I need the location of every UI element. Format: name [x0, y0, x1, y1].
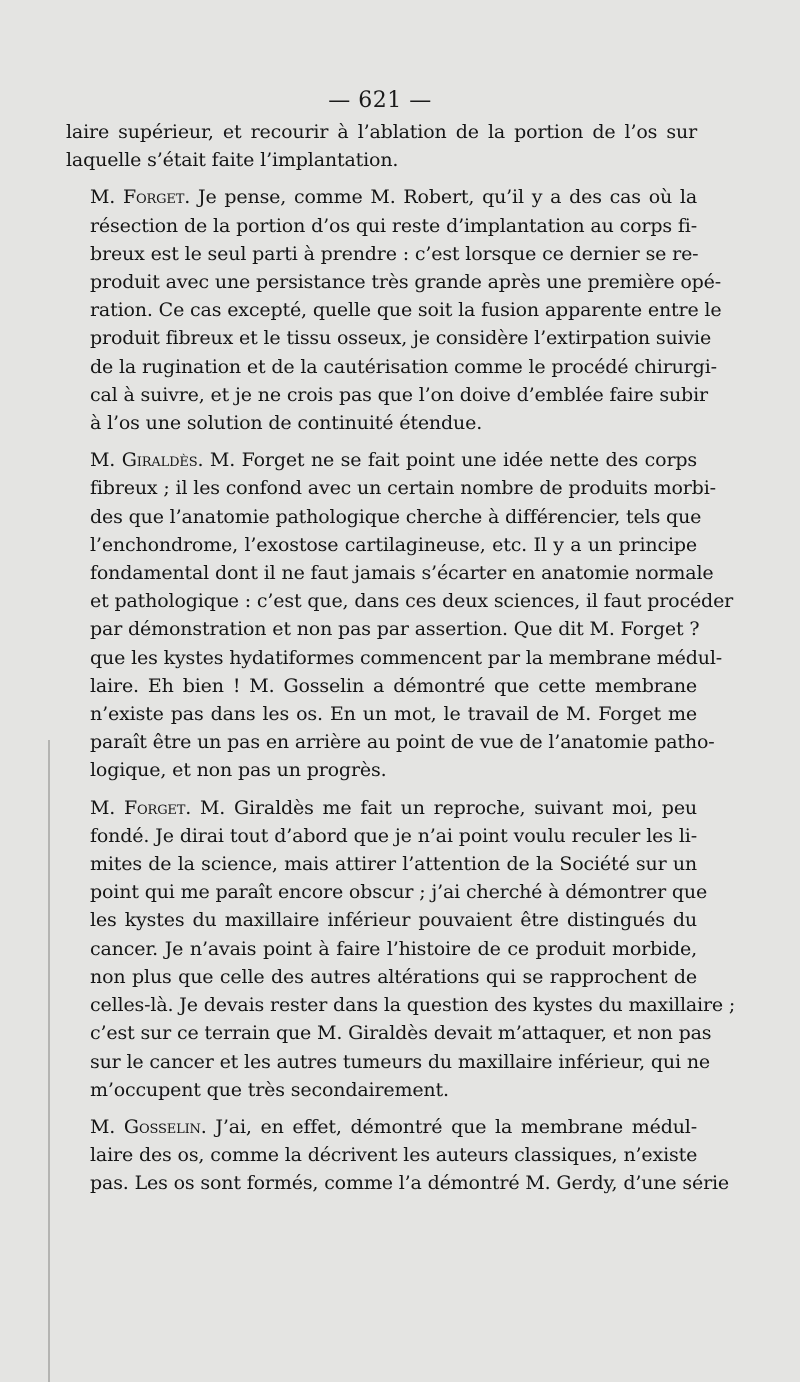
text-line: logique, et non pas un progrès. — [90, 759, 387, 782]
text-line: produit fibreux et le tissu osseux, je considère l’extirpation suivie — [90, 327, 712, 350]
text-line: m’occupent que très secondairement. — [90, 1078, 449, 1101]
text-line: des que l’anatomie pathologique cherche à différencier, tels que — [90, 505, 702, 528]
text-line: paraît être un pas en arrière au point de vue de l’anatomie patho- — [90, 731, 715, 754]
text-line: mites de la science, mais attirer l’attention de la Société sur un — [90, 853, 697, 876]
text-line: laire supérieur, et recourir à l’ablation de la portion de l’os sur — [66, 121, 697, 143]
text-line: cal à suivre, et je ne crois pas que l’on doive d’emblée faire subir — [90, 383, 708, 406]
text-line: laire. Eh bien ! M. Gosselin a démontré que cette membrane — [90, 674, 697, 697]
speaker-name: M. Forget. — [90, 186, 191, 209]
text-line: fondé. Je dirai tout d’abord que je n’ai point voulu reculer les li- — [90, 824, 697, 847]
text-line: résection de la portion d’os qui reste d’implantation au corps fi- — [90, 214, 697, 237]
page-number: — 621 — — [328, 88, 432, 113]
text-line: fibreux ; il les confond avec un certain nombre de produits morbi- — [90, 477, 716, 500]
paragraph-2 — [66, 183, 722, 437]
text-line: produit avec une persistance très grande après une première opé- — [90, 271, 722, 294]
text-line: à l’os une solution de continuité étendue. — [90, 412, 483, 435]
text-line: que les kystes hydatiformes commencent par la membrane médul- — [90, 646, 723, 669]
text-line: par démonstration et non pas par assertion. Que dit M. Forget ? — [90, 618, 700, 641]
text-line: les kystes du maxillaire inférieur pouvaient être distingués du — [90, 909, 697, 932]
text-line: M. Gosselin. J’ai, en effet, démontré que la membrane médul- — [90, 1115, 698, 1138]
paragraph-5 — [66, 1113, 730, 1198]
text-line: sur le cancer et les autres tumeurs du maxillaire inférieur, qui ne — [90, 1050, 711, 1073]
text-line: et pathologique : c’est que, dans ces deux sciences, il faut procéder — [90, 590, 734, 613]
text-line: ration. Ce cas excepté, quelle que soit la fusion apparente entre le — [90, 299, 722, 322]
text-line: M. Forget. M. Giraldès me fait un reproche, suivant moi, peu — [90, 796, 697, 819]
text-line: M. Forget. Je pense, comme M. Robert, qu’il y a des cas où la — [90, 186, 698, 209]
paragraph-3 — [66, 446, 734, 784]
speaker-name: M. Gosselin. — [90, 1115, 207, 1138]
text-line: fondamental dont il ne faut jamais s’écarter en anatomie normale — [90, 562, 714, 585]
body-text — [66, 118, 736, 1198]
text-line: laire des os, comme la décrivent les auteurs classiques, n’existe — [90, 1144, 698, 1167]
text-line: n’existe pas dans les os. En un mot, le travail de M. Forget me — [90, 703, 697, 726]
text-line: breux est le seul parti à prendre : c’est lorsque ce dernier se re- — [90, 242, 699, 265]
page-edge-shadow — [48, 740, 50, 1382]
speaker-name: M. Forget. — [90, 796, 192, 819]
text-line: c’est sur ce terrain que M. Giraldès devait m’attaquer, et non pas — [90, 1022, 712, 1045]
text-line: non plus que celle des autres altérations qui se rapprochent de — [90, 965, 697, 988]
paragraph-1 — [66, 118, 697, 174]
speaker-name: M. Giraldès. — [90, 449, 204, 472]
text-line: pas. Les os sont formés, comme l’a démontré M. Gerdy, d’une série — [90, 1172, 730, 1195]
text-line: celles-là. Je devais rester dans la question des kystes du maxillaire ; — [90, 994, 736, 1017]
text-line: l’enchondrome, l’exostose cartilagineuse, etc. Il y a un principe — [90, 533, 697, 556]
text-line: laquelle s’était faite l’implantation. — [66, 149, 399, 172]
text-line: M. Giraldès. M. Forget ne se fait point une idée nette des corps — [90, 449, 698, 472]
text-line: point qui me paraît encore obscur ; j’ai cherché à démontrer que — [90, 881, 708, 904]
text-line: cancer. Je n’avais point à faire l’histoire de ce produit morbide, — [90, 937, 697, 960]
paragraph-4 — [66, 794, 736, 1104]
text-line: de la rugination et de la cautérisation comme le procédé chirurgi- — [90, 355, 717, 378]
